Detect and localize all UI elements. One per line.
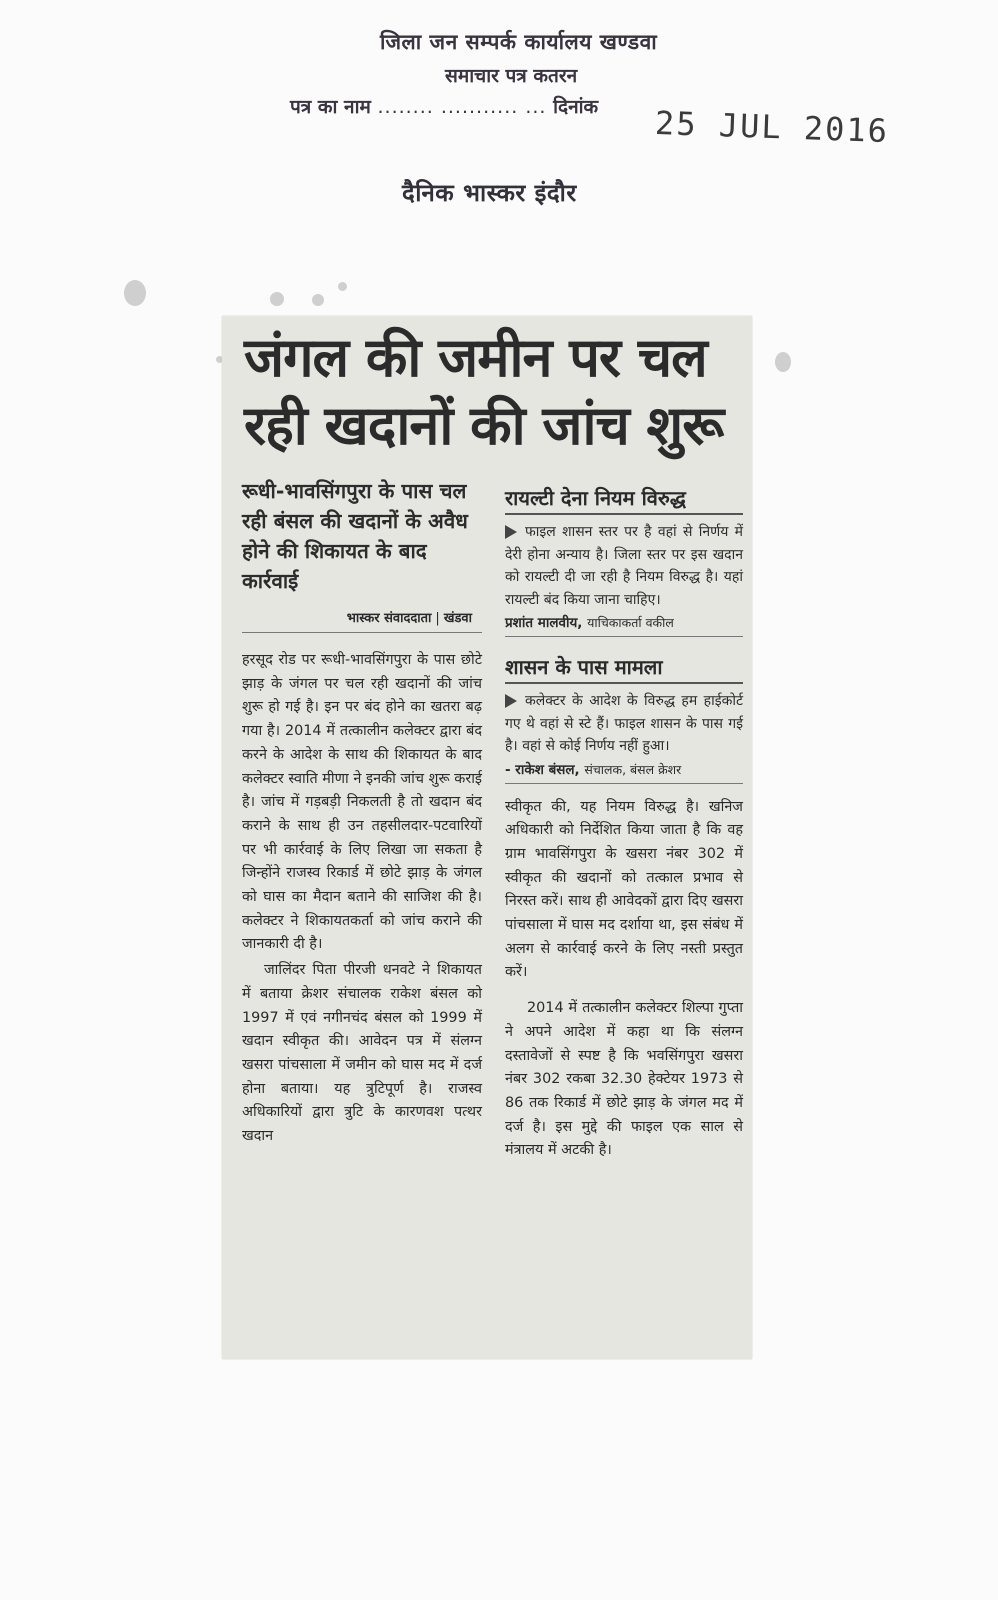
attribution-name: - राकेश बंसल, <box>505 761 580 778</box>
triangle-bullet-icon <box>505 694 517 708</box>
article-paragraph: जालिंदर पिता पीरजी धनवटे ने शिकायत में बताया क्रेशर संचालक राकेश बंसल को 1997 में एवं नगीनचंद बंसल को 1999 में खदान स्वीकृत की। आवेदन पत्र में संलग्न खसरा पांचसाला में जमीन को घास मद में दर्ज होना बताया। यह त्रुटिपूर्ण है। राजस्व अधिकारियों द्वारा त्रुटि के कारणवश पत्थर खदान <box>242 962 482 1145</box>
stamp-office-name: जिला जन सम्पर्क कार्यालय खण्डवा <box>380 30 658 54</box>
ink-spot <box>312 294 324 306</box>
article-left-column <box>242 476 482 1149</box>
quote-box-title: शासन के पास मामला <box>505 653 743 684</box>
byline-author: भास्कर संवाददाता <box>346 611 432 626</box>
ink-spot <box>270 292 284 306</box>
article-headline: जंगल की जमीन पर चल रही खदानों की जांच शुरू <box>244 326 724 457</box>
quote-text <box>505 690 743 758</box>
article-paragraph: स्वीकृत की, यह नियम विरुद्ध है। खनिज अधिकारी को निर्देशित किया जाता है कि वह ग्राम भावसिंगपुरा के खसरा नंबर 302 में स्वीकृत की खदानों को तत्काल प्रभाव से निरस्त करें। साथ ही आवेदकों द्वारा दिए खसरा पांचसाला में घास मद दर्शाया था, इस संबंध में अलग से कार्रवाई करने के लिए नस्ती प्रस्तुत करें। <box>505 798 743 981</box>
newspaper-clipping <box>222 316 752 1359</box>
article-paragraph: 2014 में तत्कालीन कलेक्टर शिल्पा गुप्ता ने अपने आदेश में कहा था कि संलग्न दस्तावेजों से स्पष्ट है कि भवसिंगपुरा खसरा नंबर 302 रकबा 32.30 हेक्टेयर 1973 से 86 तक रिकार्ड में छोटे झाड़ के जंगल मद में दर्ज है। इस मुद्दे की फाइल एक साल से मंत्रालय में अटकी है। <box>505 1000 743 1159</box>
stamp-paper-line <box>290 93 598 119</box>
ink-spot <box>124 280 146 306</box>
triangle-bullet-icon <box>505 525 517 539</box>
stamp-date-label: दिनांक <box>553 96 599 118</box>
newspaper-name: दैनिक भास्कर इंदौर <box>402 179 577 207</box>
attribution-name: प्रशांत मालवीय, <box>505 615 583 631</box>
stamp-paper-label: पत्र का नाम <box>290 96 371 118</box>
quote-body: फाइल शासन स्तर पर है वहां से निर्णय में देरी होना अन्याय है। जिला स्तर पर इस खदान को रायल्टी दी जा रही है नियम विरुद्ध है। यहां रायल्टी बंद किया जाना चाहिए। <box>505 524 743 608</box>
stamped-date: 25 JUL 2016 <box>654 103 890 151</box>
quote-attribution <box>505 613 743 637</box>
quote-body: कलेक्टर के आदेश के विरुद्ध हम हाईकोर्ट गए थे वहां से स्टे हैं। फाइल शासन के पास गई है। वहां से कोई निर्णय नहीं हुआ। <box>505 693 743 754</box>
quote-text <box>505 521 743 611</box>
quote-box-government <box>505 653 743 784</box>
quote-box-title: रायल्टी देना नियम विरुद्ध <box>505 484 743 515</box>
stamp-clipping-label: समाचार पत्र कतरन <box>445 65 578 87</box>
quote-box-royalty <box>505 484 743 637</box>
article-subhead: रूधी-भावसिंगपुरा के पास चल रही बंसल की खदानों के अवैध होने की शिकायत के बाद कार्रवाई <box>242 479 468 593</box>
ink-spot <box>338 282 347 291</box>
article-right-column <box>505 484 743 1163</box>
quote-attribution <box>505 760 743 784</box>
article-byline: भास्कर संवाददाता | खंडवा <box>242 608 482 633</box>
stamp-paper-dots: ........ ........... ... <box>377 96 547 118</box>
article-paragraph: हरसूद रोड पर रूधी-भावसिंगपुरा के पास छोटे झाड़ के जंगल पर चल रही खदानों की जांच शुरू हो गई है। इन पर बंद होने का खतरा बढ़ गया है। 2014 में तत्कालीन कलेक्टर द्वारा बंद करने के आदेश के साथ की शिकायत के बाद कलेक्टर स्वाति मीणा ने इनकी जांच शुरू कराई है। जांच में गड़बड़ी निकलती है तो खदान बंद कराने के साथ ही उन तहसीलदार-पटवारियों पर भी कार्रवाई के लिए लिखा जा सकता है जिन्होंने राजस्व रिकार्ड में छोटे झाड़ के जंगल को घास का मैदान बताने की साजिश की है। कलेक्टर ने शिकायतकर्ता को जांच कराने की जानकारी दी है। <box>242 652 482 953</box>
attribution-role: संचालक, बंसल क्रेशर <box>584 761 682 777</box>
attribution-role: याचिकाकर्ता वकील <box>587 615 674 630</box>
ink-spot <box>775 352 791 372</box>
byline-place: खंडवा <box>443 611 472 626</box>
